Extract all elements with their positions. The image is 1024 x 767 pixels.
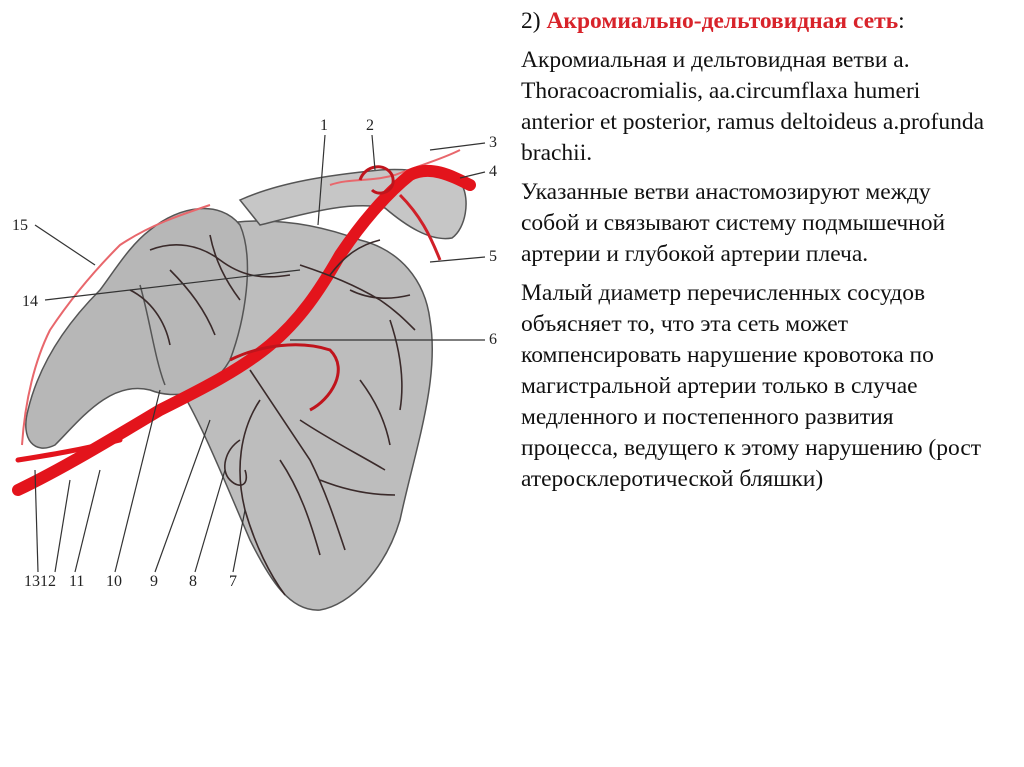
- slide-text: [521, 6, 991, 503]
- figure-label-5: 5: [489, 248, 497, 265]
- figure-label-14: 14: [22, 293, 38, 310]
- figure-label-4: 4: [489, 163, 497, 180]
- figure-label-2: 2: [366, 117, 374, 134]
- heading-colon: :: [898, 8, 905, 34]
- figure-label-11: 11: [69, 573, 85, 590]
- figure-label-1: 1: [320, 117, 328, 134]
- figure-label-8: 8: [189, 573, 197, 590]
- paragraph-diameter: Малый диаметр перечисленных сосудов объясняет то, что эта сеть может компенсировать нарушение кровотока по магистральной артерии только в случае медленного и постепенного развития процесса, ведущего к этому нарушению (рост атеросклеротической бляшки): [521, 280, 982, 492]
- figure-label-9: 9: [150, 573, 158, 590]
- figure-label-7: 7: [229, 573, 237, 590]
- figure-label-3: 3: [489, 134, 497, 151]
- figure-label-10: 10: [106, 573, 122, 590]
- slide-heading: [521, 6, 991, 37]
- heading-title: Акромиально-дельтовидная сеть: [546, 8, 899, 34]
- paragraph-anastomoses: Указанные ветви анастомозируют между собой и связывают систему подмышечной артерии и глубокой артерии плеча.: [521, 179, 946, 267]
- paragraph-branches: Акромиальная и дельтовидная ветви a. Thoracoacromialis, aa.circumflaxa humeri anterior et posterior, ramus deltoideus a.profunda brachii.: [521, 47, 985, 166]
- figure-label-15: 15: [12, 217, 28, 234]
- figure-label-13-12: 1312: [24, 573, 56, 590]
- heading-number: 2): [521, 8, 541, 34]
- figure-label-6: 6: [489, 331, 497, 348]
